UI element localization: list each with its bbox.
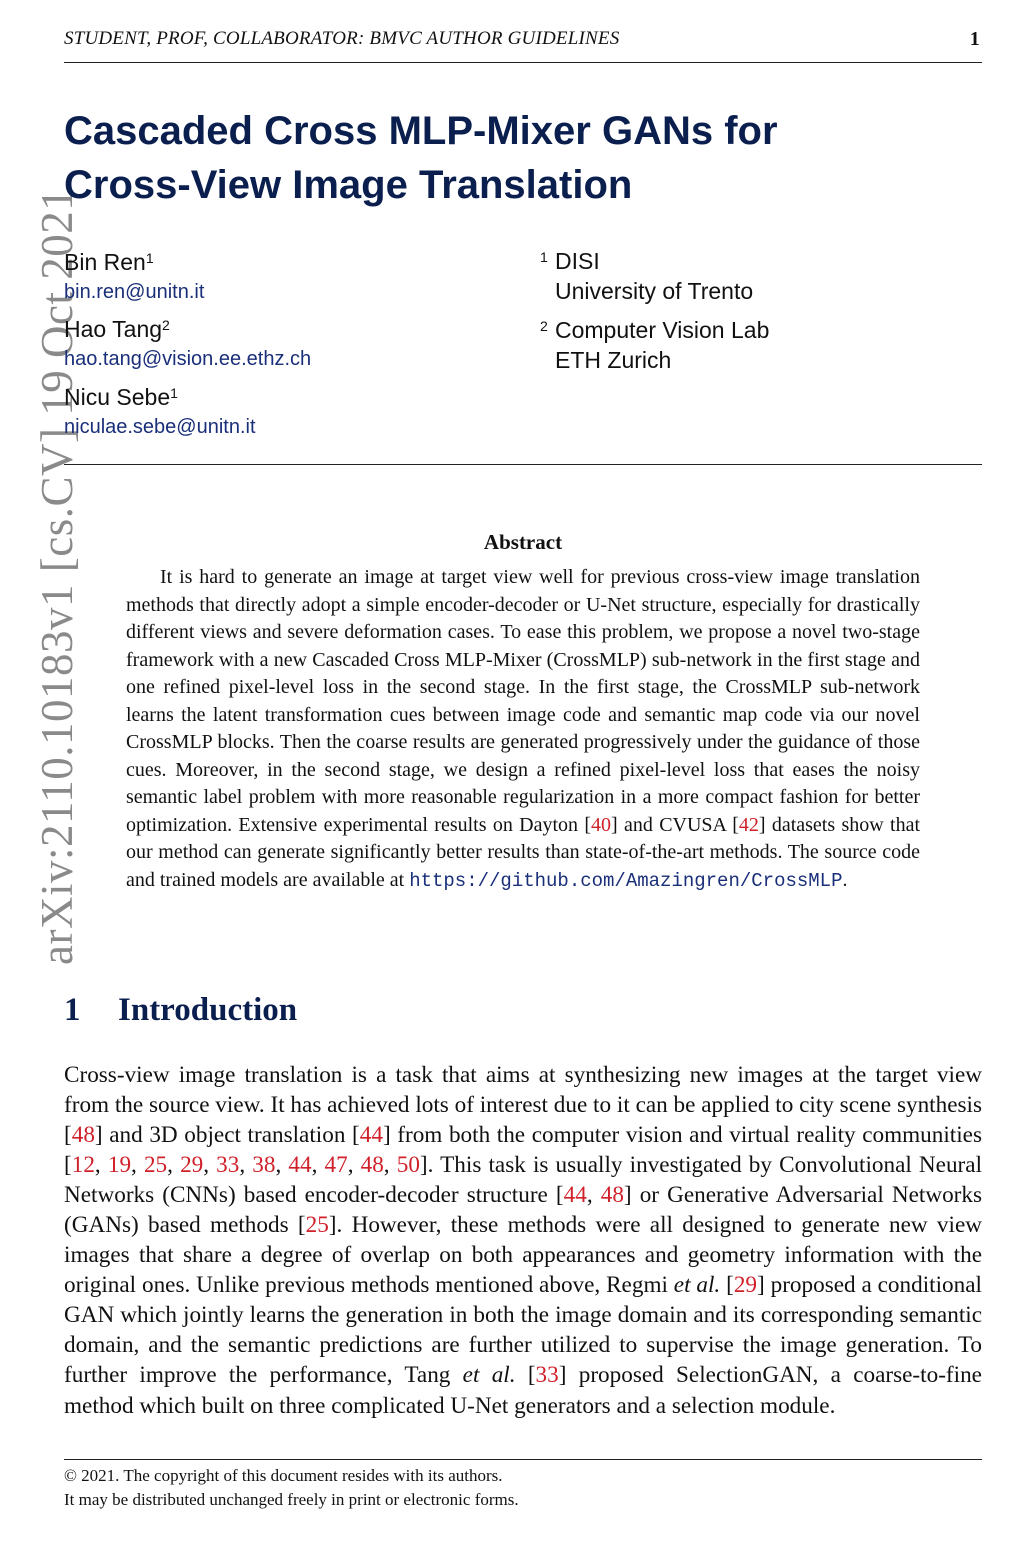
copyright-footnote — [64, 1464, 982, 1512]
copyright-line-1: © 2021. The copyright of this document resides with its authors. — [64, 1466, 503, 1485]
intro-text: Cross-view image translation is a task that aims at synthesizing new images at the target view from the source view. It has achieved lots of interest due to it can be applied to city scene synthesis [ — [64, 1062, 982, 1149]
intro-text: ]. This task is usually investigated by Convolutional Neural Networks (CNNs) based encoder-decoder structure [ — [64, 1152, 983, 1209]
intro-text: ] proposed a conditional GAN which jointly learns the generation in both the image domain and its corresponding semantic domain, and the semantic predictions are further utilized to supervise the image generation. To further improve the performance, Tang — [64, 1272, 982, 1389]
github-link[interactable]: https://github.com/Amazingren/CrossMLP — [409, 869, 843, 892]
author-3-name-text: Nicu Sebe — [64, 384, 171, 410]
citation-44[interactable]: 44 — [359, 1122, 383, 1149]
citation-25[interactable]: 25 — [143, 1152, 168, 1179]
intro-text: [ — [515, 1362, 536, 1389]
citation-33[interactable]: 33 — [216, 1152, 240, 1179]
citation-40[interactable]: 40 — [591, 813, 612, 836]
citation-12[interactable]: 12 — [71, 1152, 95, 1179]
affiliation-1 — [540, 246, 754, 304]
section-number: 1 — [64, 992, 81, 1028]
author-3-email[interactable]: niculae.sebe@unitn.it — [64, 416, 256, 438]
citation-47[interactable]: 47 — [324, 1152, 348, 1179]
intro-text: ] or Generative Adversarial Networks (GANs) based methods [ — [64, 1182, 983, 1239]
citation-48[interactable]: 48 — [360, 1152, 384, 1179]
et-al: et al. — [462, 1362, 516, 1389]
author-2-email[interactable]: hao.tang@vision.ee.ethz.ch — [64, 348, 312, 370]
section-title: Introduction — [118, 992, 298, 1028]
affiliation-2-line-2: ETH Zurich — [555, 347, 672, 373]
title-line-2: Cross-View Image Translation — [64, 163, 633, 207]
author-2-name-text: Hao Tang — [64, 316, 163, 342]
affiliation-1-sup: 1 — [540, 249, 548, 265]
abstract-text-2: ] and CVUSA [ — [611, 813, 739, 836]
citation-33[interactable]: 33 — [535, 1362, 559, 1389]
footnote-rule — [64, 1459, 982, 1460]
citation-42[interactable]: 42 — [738, 813, 759, 836]
citation-44[interactable]: 44 — [288, 1152, 312, 1179]
intro-text: ] proposed SelectionGAN, a coarse-to-fine method which built on three complicated U-Net generators and a selection module. — [64, 1362, 982, 1419]
header-rule — [64, 62, 982, 63]
et-al: et al. — [673, 1272, 721, 1299]
affiliation-2-line-1: Computer Vision Lab — [555, 317, 770, 343]
citation-25[interactable]: 25 — [305, 1212, 329, 1239]
affiliation-2-sup: 2 — [540, 318, 548, 334]
arxiv-identifier: arXiv:2110.10183v1 [cs.CV] 19 Oct 2021 — [32, 187, 82, 965]
abstract-heading: Abstract — [483, 530, 563, 554]
author-1-email[interactable]: bin.ren@unitn.it — [64, 281, 205, 303]
author-1-sup: 1 — [145, 250, 154, 266]
affiliation-1-line-2: University of Trento — [555, 278, 754, 304]
abstract-text-1: It is hard to generate an image at target view well for previous cross-view image translation methods that directly adopt a simple encoder-decoder or U-Net structure, especially for drastically different views and severe deformation cases. To ease this problem, we propose a novel two-stage framework with a new Cascaded Cross MLP-Mixer (CrossMLP) sub-network in the first stage and one refined pixel-level loss in the second stage. In the first stage, the CrossMLP sub-network learns the latent transformation cues between image code and semantic map code via our novel CrossMLP blocks. Then the coarse results are generated progressively under the guidance of those cues. Moreover, in the second stage, we design a refined pixel-level loss that eases the noisy semantic label problem with more reasonable regularization in a more compact fashion for better optimization. Extensive experimental results on Dayton [ — [126, 566, 920, 836]
introduction-paragraph: Cross-view image translation is a task that aims at synthesizing new images at the target view from the source view. It has achieved lots of interest due to it can be applied to city scene synthesis [48] and 3D object translation [44] from both the computer vision and virtual reality communities [12, 19, 25, 29, 33, 38, 44, 47, 48, 50]. This task is usually investigated by Convolutional Neural Networks (CNNs) based encoder-decoder structure [44, 48] or Generative Adversarial Networks (GANs) based methods [25]. However, these methods were all designed to generate new view images that share a degree of overlap on both appearances and geometry information with the original ones. Unlike previous methods mentioned above, Regmi et al. [29] proposed a conditional GAN which jointly learns the generation in both the image domain and its corresponding semantic domain, and the semantic predictions are further utilized to supervise the image generation. To further improve the performance, Tang et al. [33] proposed SelectionGAN, a coarse-to-fine method which built on three complicated U-Net generators and a selection module. — [64, 1062, 983, 1419]
abstract-text — [126, 564, 920, 895]
intro-text: ]. However, these methods were all designed to generate new view images that share a degree of overlap on both appearances and geometry information with the original ones. Unlike previous methods mentioned above, Regmi — [64, 1212, 982, 1299]
citation-38[interactable]: 38 — [252, 1152, 276, 1179]
citation-50[interactable]: 50 — [396, 1152, 420, 1179]
author-2-name — [64, 315, 170, 343]
affiliation-1-line-1: DISI — [555, 248, 600, 274]
section-heading — [64, 992, 297, 1029]
paper-title — [64, 104, 964, 212]
abstract-text-4: . — [842, 868, 848, 891]
title-line-1: Cascaded Cross MLP-Mixer GANs for — [64, 109, 778, 153]
citation-48[interactable]: 48 — [600, 1182, 624, 1209]
running-head-text: STUDENT, PROF, COLLABORATOR: BMVC AUTHOR GUIDELINES — [64, 28, 620, 49]
page-number: 1 — [969, 28, 980, 50]
author-2-sup: 2 — [162, 317, 170, 333]
author-3-name — [64, 383, 178, 411]
affiliation-2 — [540, 315, 770, 373]
abstract-text-3: ] datasets show that our method can generate significantly better results than state-of-the-art methods. The source code and trained models are available at — [126, 813, 921, 891]
citation-48[interactable]: 48 — [71, 1122, 95, 1149]
intro-text: ] and 3D object translation [ — [94, 1122, 360, 1149]
intro-text: ] from both the computer vision and virtual reality communities [ — [64, 1122, 983, 1179]
author-1-name-text: Bin Ren — [64, 249, 146, 275]
running-head — [64, 28, 982, 54]
citation-29[interactable]: 29 — [180, 1152, 204, 1179]
author-3-sup: 1 — [170, 385, 178, 401]
author-block-rule — [64, 464, 982, 465]
intro-text: [ — [720, 1272, 734, 1299]
citation-44[interactable]: 44 — [563, 1182, 587, 1209]
copyright-line-2: It may be distributed unchanged freely in print or electronic forms. — [64, 1490, 519, 1509]
citation-19[interactable]: 19 — [107, 1152, 132, 1179]
author-1-name — [64, 248, 154, 276]
citation-29[interactable]: 29 — [733, 1272, 758, 1299]
